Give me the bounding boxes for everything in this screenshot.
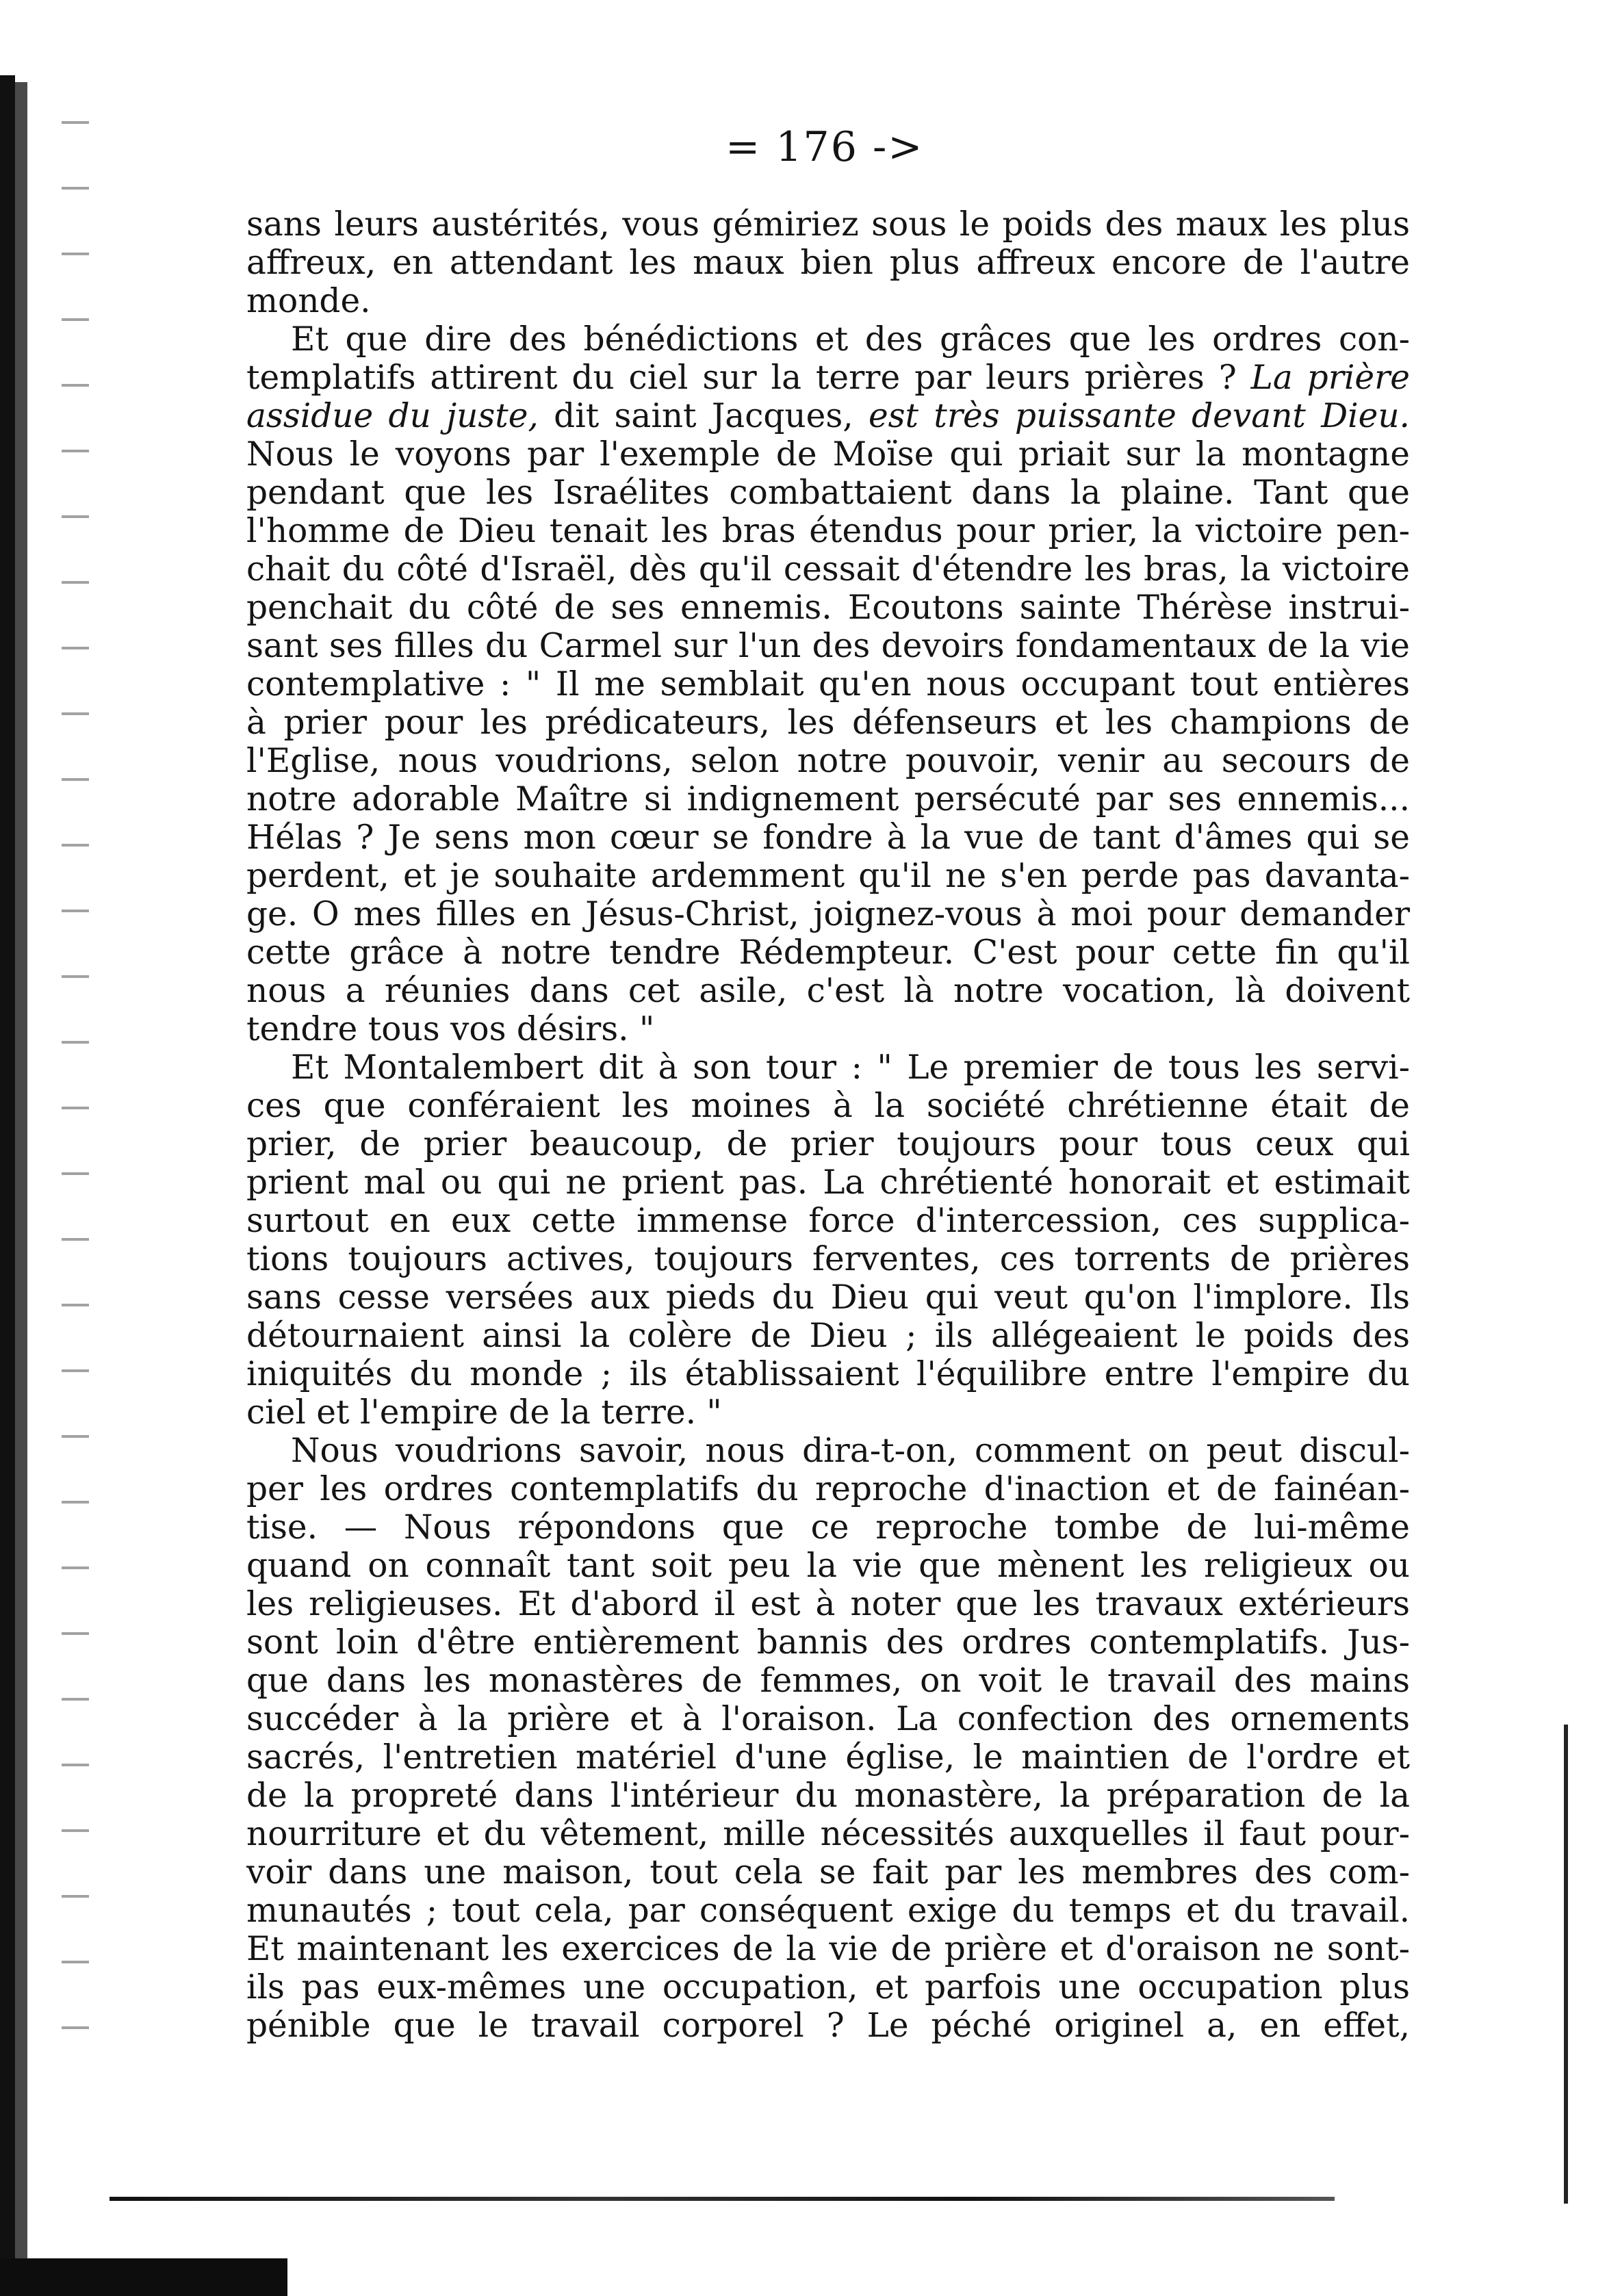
line-text: de la propreté dans l'intérieur du monastère, la préparation de la <box>246 1777 1410 1815</box>
text-line <box>246 1930 1410 1968</box>
line-text: ge. O mes filles en Jésus-Christ, joignez-vous à moi pour demander <box>246 895 1410 933</box>
text-line <box>246 857 1410 895</box>
line-text: penchait du côté de ses ennemis. Ecoutons sainte Thérèse instrui- <box>246 589 1410 627</box>
line-text: succéder à la prière et à l'oraison. La confection des ornements <box>246 1700 1410 1738</box>
text-line <box>246 895 1410 933</box>
line-text: per les ordres contemplatifs du reproche d'inaction et de fainéan- <box>246 1470 1410 1508</box>
text-line <box>246 205 1410 244</box>
text-line <box>246 282 1410 320</box>
line-text: ils pas eux-mêmes une occupation, et parfois une occupation plus <box>246 1968 1410 2007</box>
text-line <box>246 320 1410 359</box>
page-header: = 176 -> <box>725 123 924 171</box>
text-line <box>246 589 1410 627</box>
text-line <box>246 780 1410 818</box>
scan-margin-specks <box>62 96 89 2080</box>
line-text: munautés ; tout cela, par conséquent exige du temps et du travail. <box>246 1892 1410 1930</box>
text-line <box>246 550 1410 589</box>
line-text: tions toujours actives, toujours ferventes, ces torrents de prières <box>246 1240 1410 1278</box>
text-line <box>246 1393 1410 1432</box>
line-text: contemplative : " Il me semblait qu'en nous occupant tout entières <box>246 665 1410 704</box>
text-line <box>246 704 1410 742</box>
text-line <box>246 1700 1410 1738</box>
line-text: nous a réunies dans cet asile, c'est là notre vocation, là doivent <box>246 972 1410 1010</box>
line-text: ciel et l'empire de la terre. " <box>246 1393 722 1432</box>
line-text: affreux, en attendant les maux bien plus affreux encore de l'autre <box>246 244 1410 282</box>
line-text: sans leurs austérités, vous gémiriez sous le poids des maux les plus <box>246 205 1410 244</box>
line-text: monde. <box>246 282 371 320</box>
line-text: l'homme de Dieu tenait les bras étendus pour prier, la victoire pen- <box>246 512 1410 550</box>
scan-edge-shadow <box>0 75 15 2296</box>
text-line <box>246 1777 1410 1815</box>
line-text: Nous voudrions savoir, nous dira-t-on, comment on peut discul- <box>291 1432 1410 1470</box>
line-text: prier, de prier beaucoup, de prier toujours pour tous ceux qui <box>246 1125 1410 1163</box>
text-line <box>246 474 1410 512</box>
text-line <box>246 1585 1410 1623</box>
scan-edge-shadow-inner <box>15 82 27 2296</box>
text-line <box>246 1163 1410 1202</box>
text-line <box>246 1432 1410 1470</box>
line-text: surtout en eux cette immense force d'intercession, ces supplica- <box>246 1202 1410 1240</box>
line-text: sant ses filles du Carmel sur l'un des devoirs fondamentaux de la vie <box>246 627 1410 665</box>
line-text: voir dans une maison, tout cela se fait par les membres des com- <box>246 1853 1410 1892</box>
text-line <box>246 1087 1410 1125</box>
text-line <box>246 1202 1410 1240</box>
line-text: tendre tous vos désirs. " <box>246 1010 655 1048</box>
text-line <box>246 972 1410 1010</box>
line-text: l'Eglise, nous voudrions, selon notre pouvoir, venir au secours de <box>246 742 1410 780</box>
line-text: Et Montalembert dit à son tour : " Le premier de tous les servi- <box>291 1048 1410 1087</box>
text-line <box>246 435 1410 474</box>
text-line <box>246 627 1410 665</box>
text-line <box>246 1010 1410 1048</box>
line-text: prient mal ou qui ne prient pas. La chrétienté honorait et estimait <box>246 1163 1410 1202</box>
italic-text: La prière <box>1250 359 1411 397</box>
line-text: cette grâce à notre tendre Rédempteur. C'est pour cette fin qu'il <box>246 933 1410 972</box>
line-text: sans cesse versées aux pieds du Dieu qui veut qu'on l'implore. Ils <box>246 1278 1410 1317</box>
line-text: les religieuses. Et d'abord il est à noter que les travaux extérieurs <box>246 1585 1410 1623</box>
text-line <box>246 1355 1410 1393</box>
line-text: sacrés, l'entretien matériel d'une église, le maintien de l'ordre et <box>246 1738 1410 1777</box>
text-line <box>246 2007 1410 2045</box>
line-text: chait du côté d'Israël, dès qu'il cessait d'étendre les bras, la victoire <box>246 550 1410 589</box>
text-line <box>246 742 1410 780</box>
line-text: nourriture et du vêtement, mille nécessités auxquelles il faut pour- <box>246 1815 1410 1853</box>
line-text: pénible que le travail corporel ? Le péché originel a, en effet, <box>246 2007 1410 2045</box>
line-text: Et que dire des bénédictions et des grâces que les ordres con- <box>291 320 1410 359</box>
text-line <box>246 397 1410 435</box>
line-text: quand on connaît tant soit peu la vie que mènent les religieux ou <box>246 1547 1410 1585</box>
text-line <box>246 359 1410 397</box>
body-text <box>246 205 1410 2045</box>
text-line <box>246 1278 1410 1317</box>
italic-text: est très puissante devant Dieu. <box>868 397 1410 435</box>
line-text: Et maintenant les exercices de la vie de prière et d'oraison ne sont- <box>246 1930 1410 1968</box>
text-line <box>246 1048 1410 1087</box>
scan-bottom-band <box>0 2258 287 2296</box>
line-text: détournaient ainsi la colère de Dieu ; ils allégeaient le poids des <box>246 1317 1410 1355</box>
text-line <box>246 818 1410 857</box>
line-text: à prier pour les prédicateurs, les défenseurs et les champions de <box>246 704 1410 742</box>
text-line <box>246 1508 1410 1547</box>
text-line <box>246 665 1410 704</box>
text-line <box>246 1317 1410 1355</box>
text-line <box>246 1892 1410 1930</box>
text-line <box>246 1125 1410 1163</box>
text-line <box>246 1547 1410 1585</box>
line-text: ces que conféraient les moines à la société chrétienne était de <box>246 1087 1410 1125</box>
text-line <box>246 512 1410 550</box>
scan-right-mark <box>1564 1725 1568 2204</box>
line-text: notre adorable Maître si indignement persécuté par ses ennemis... <box>246 780 1410 818</box>
text-line <box>246 244 1410 282</box>
line-text: templatifs attirent du ciel sur la terre par leurs prières ? <box>246 359 1237 397</box>
text-line <box>246 1662 1410 1700</box>
line-text: Hélas ? Je sens mon cœur se fondre à la vue de tant d'âmes qui se <box>246 818 1410 857</box>
scan-bottom-rule <box>110 2197 1335 2201</box>
text-line <box>246 1240 1410 1278</box>
italic-text: assidue du juste, <box>246 397 539 435</box>
text-line <box>246 933 1410 972</box>
line-text: dit saint Jacques, <box>538 397 869 435</box>
text-line <box>246 1623 1410 1662</box>
line-text: perdent, et je souhaite ardemment qu'il ne s'en perde pas davanta- <box>246 857 1410 895</box>
text-line <box>246 1968 1410 2007</box>
line-text: que dans les monastères de femmes, on voit le travail des mains <box>246 1662 1410 1700</box>
text-line <box>246 1853 1410 1892</box>
text-line <box>246 1738 1410 1777</box>
line-text: pendant que les Israélites combattaient dans la plaine. Tant que <box>246 474 1410 512</box>
line-text: tise. — Nous répondons que ce reproche tombe de lui-même <box>246 1508 1410 1547</box>
line-text: sont loin d'être entièrement bannis des ordres contemplatifs. Jus- <box>246 1623 1410 1662</box>
line-text: Nous le voyons par l'exemple de Moïse qui priait sur la montagne <box>246 435 1410 474</box>
text-line <box>246 1815 1410 1853</box>
line-text: iniquités du monde ; ils établissaient l'équilibre entre l'empire du <box>246 1355 1410 1393</box>
text-line <box>246 1470 1410 1508</box>
